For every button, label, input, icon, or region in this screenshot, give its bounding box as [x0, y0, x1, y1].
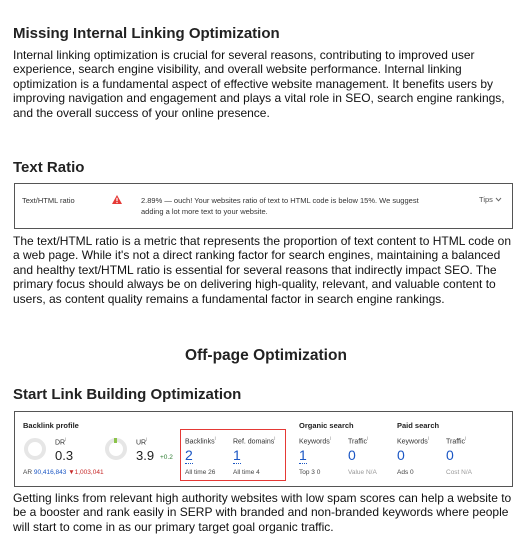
text-ratio-heading: Text Ratio — [13, 159, 85, 176]
ur-change: +0.2 — [160, 454, 173, 461]
backlink-profile-title: Backlink profile — [23, 421, 79, 430]
backlinks-value[interactable]: 2 — [185, 447, 193, 463]
refdomains-label: Ref. domains$^i$ — [233, 436, 276, 446]
chevron-down-icon — [495, 197, 502, 202]
tips-label: Tips — [479, 195, 493, 204]
text-ratio-message: 2.89% — ouch! Your websites ratio of text to HTML code is below 15%. We suggest adding a lot more text to your website. — [141, 196, 419, 216]
organic-traffic-label: Traffic$^i$ — [348, 436, 369, 446]
ur-value: 3.9 — [136, 448, 155, 463]
paid-keywords-label: Keywords$^i$ — [397, 436, 429, 446]
dr-value: 0.3 — [55, 448, 74, 463]
text-ratio-paragraph: The text/HTML ratio is a metric that represents the proportion of text content to HTML code on a web page. While it's not a direct ranking factor for search engines, maintaining a balanced and healthy text/HTML ratio is essential for several reasons that indirectly impact SEO. The primary focus should always be on delivering high-quality, relevant, and valuable content to users, as content quality remains a fundamental factor in search engine rankings. — [13, 234, 512, 306]
paid-search-title: Paid search — [397, 421, 440, 430]
ar-row: AR 90,416,843 ▼1,003,041 — [23, 469, 104, 476]
paid-traffic-label: Traffic$^i$ — [446, 436, 467, 446]
paid-keywords-sub: Ads 0 — [397, 469, 414, 476]
refdomains-value[interactable]: 1 — [233, 447, 241, 463]
dr-donut — [24, 438, 46, 460]
backlink-panel — [14, 411, 513, 487]
organic-traffic-value[interactable]: 0 — [348, 447, 356, 463]
paid-keywords-value[interactable]: 0 — [397, 447, 405, 463]
organic-search-title: Organic search — [299, 421, 354, 430]
link-building-heading: Start Link Building Optimization — [13, 386, 242, 403]
paid-traffic-sub: Cost N/A — [446, 469, 473, 476]
organic-traffic-sub: Value N/A — [348, 469, 377, 476]
organic-keywords-value[interactable]: 1 — [299, 447, 307, 463]
paid-traffic-value[interactable]: 0 — [446, 447, 454, 463]
text-ratio-label: Text/HTML ratio — [22, 196, 75, 205]
dr-label: $DR^i$ — [55, 437, 67, 447]
text-ratio-card — [14, 183, 513, 229]
ur-donut — [105, 438, 127, 460]
backlinks-alltime: All time 26 — [185, 469, 216, 476]
organic-keywords-sub: Top 3 0 — [299, 469, 321, 476]
link-building-paragraph: Getting links from relevant high authority websites with low spam scores can help a website to be a booster and rank easily in SERP with branded and non-branded keywords where people will start to come in as our primary target goal organic traffic. — [13, 491, 512, 534]
organic-keywords-label: Keywords$^i$ — [299, 436, 331, 446]
offpage-heading: Off-page Optimization — [185, 347, 347, 364]
missing-linking-paragraph: Internal linking optimization is crucial for several reasons, contributing to improved user experience, search engine visibility, and overall website performance. Internal linking optimization is a fundamental aspect of effective website management. It benefits users by improving navigation and engagement and plays a vital role in SEO, search engine rankings, and the overall success of your online presence. — [13, 48, 505, 120]
missing-linking-heading: Missing Internal Linking Optimization — [13, 25, 280, 42]
warning-icon — [112, 195, 122, 204]
backlinks-label: Backlinks$^i$ — [185, 436, 216, 446]
tips-toggle[interactable] — [479, 195, 502, 204]
refdomains-alltime: All time 4 — [233, 469, 260, 476]
ur-label: $UR^i$ — [136, 437, 148, 447]
